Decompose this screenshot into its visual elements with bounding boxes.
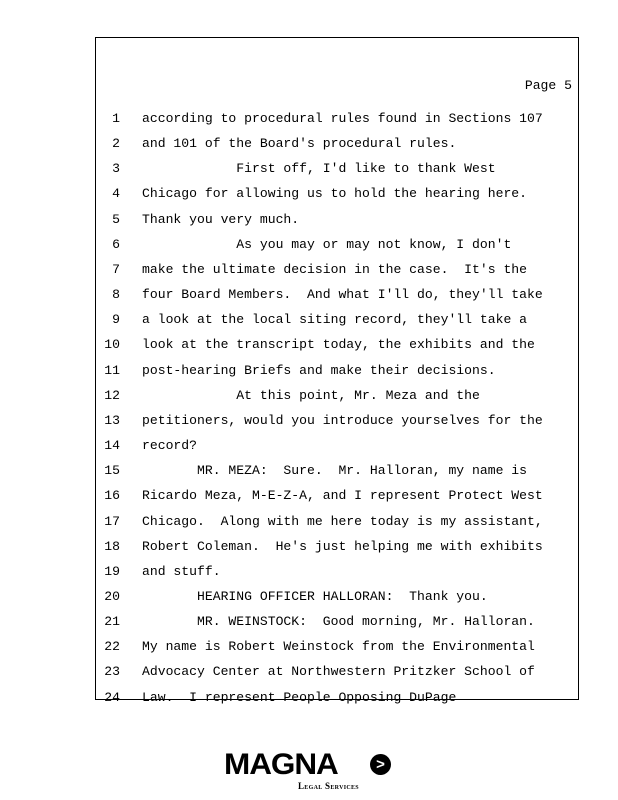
line-number: 8 xyxy=(112,287,120,303)
transcript-line xyxy=(96,185,578,210)
line-number: 24 xyxy=(104,689,120,705)
magna-logo xyxy=(224,748,399,793)
transcript-line xyxy=(96,437,578,462)
line-number: 9 xyxy=(112,312,120,328)
transcript-line xyxy=(96,387,578,412)
page-number: Page 5 xyxy=(524,78,572,93)
arrow-right-circle-icon: > xyxy=(370,754,391,775)
line-number: 6 xyxy=(112,236,120,252)
line-text: Thank you very much. xyxy=(142,211,300,227)
transcript-line xyxy=(96,538,578,563)
line-text: record? xyxy=(142,438,198,454)
line-number: 16 xyxy=(104,488,120,504)
line-number: 22 xyxy=(104,639,120,655)
line-text: Chicago for allowing us to hold the hearing here. xyxy=(142,186,528,202)
line-number: 10 xyxy=(104,337,120,353)
line-number: 15 xyxy=(104,463,120,479)
line-number: 2 xyxy=(112,136,120,152)
transcript-line xyxy=(96,362,578,387)
transcript-line xyxy=(96,487,578,512)
logo-tagline: Legal Services xyxy=(298,781,359,791)
transcript-line xyxy=(96,513,578,538)
line-number: 1 xyxy=(112,111,120,126)
line-number: 13 xyxy=(104,412,120,428)
line-text: HEARING OFFICER HALLORAN: Thank you. xyxy=(142,588,488,604)
transcript-line xyxy=(96,286,578,311)
transcript-line xyxy=(96,638,578,663)
line-number: 21 xyxy=(104,614,120,630)
line-number: 5 xyxy=(112,211,120,227)
line-text: Law. I represent People Opposing DuPage xyxy=(142,689,457,705)
line-text: MR. MEZA: Sure. Mr. Halloran, my name is xyxy=(142,463,528,479)
line-text: a look at the local siting record, they'll take a xyxy=(142,312,528,328)
transcript-line xyxy=(96,336,578,361)
transcript-line xyxy=(96,588,578,613)
line-number: 14 xyxy=(104,438,120,454)
line-number: 4 xyxy=(112,186,120,202)
line-text: and stuff. xyxy=(142,563,221,579)
line-number: 17 xyxy=(104,513,120,529)
transcript-page xyxy=(95,37,579,705)
transcript-line xyxy=(96,462,578,487)
logo-wordmark: MAGNA xyxy=(224,748,338,781)
transcript-lines xyxy=(96,110,578,714)
line-text: First off, I'd like to thank West xyxy=(142,161,496,177)
line-text: Advocacy Center at Northwestern Pritzker School of xyxy=(142,664,535,680)
line-text: post-hearing Briefs and make their decisions. xyxy=(142,362,496,378)
line-text: petitioners, would you introduce yourselves for the xyxy=(142,412,543,428)
line-number: 7 xyxy=(112,261,120,277)
line-number: 23 xyxy=(104,664,120,680)
line-text: look at the transcript today, the exhibits and the xyxy=(142,337,535,353)
transcript-line xyxy=(96,211,578,236)
line-text: As you may or may not know, I don't xyxy=(142,236,512,252)
transcript-line xyxy=(96,135,578,160)
transcript-line xyxy=(96,563,578,588)
transcript-line xyxy=(96,110,578,135)
line-text: make the ultimate decision in the case. It's the xyxy=(142,261,528,277)
line-text: according to procedural rules found in Sections 107 xyxy=(142,111,543,126)
line-number: 18 xyxy=(104,538,120,554)
line-text: My name is Robert Weinstock from the Environmental xyxy=(142,639,535,655)
line-number: 20 xyxy=(104,588,120,604)
transcript-line xyxy=(96,663,578,688)
line-text: Chicago. Along with me here today is my assistant, xyxy=(142,513,543,529)
line-text: and 101 of the Board's procedural rules. xyxy=(142,136,457,152)
line-text: MR. WEINSTOCK: Good morning, Mr. Halloran. xyxy=(142,614,535,630)
line-text: four Board Members. And what I'll do, they'll take xyxy=(142,287,543,303)
line-text: Robert Coleman. He's just helping me with exhibits xyxy=(142,538,543,554)
transcript-line xyxy=(96,613,578,638)
transcript-line xyxy=(96,412,578,437)
line-number: 12 xyxy=(104,387,120,403)
line-number: 19 xyxy=(104,563,120,579)
line-text: At this point, Mr. Meza and the xyxy=(142,387,480,403)
transcript-line xyxy=(96,311,578,336)
line-number: 11 xyxy=(104,362,120,378)
transcript-line xyxy=(96,261,578,286)
transcript-line xyxy=(96,160,578,185)
line-number: 3 xyxy=(112,161,120,177)
line-text: Ricardo Meza, M-E-Z-A, and I represent Protect West xyxy=(142,488,543,504)
transcript-line xyxy=(96,236,578,261)
transcript-line xyxy=(96,689,578,714)
